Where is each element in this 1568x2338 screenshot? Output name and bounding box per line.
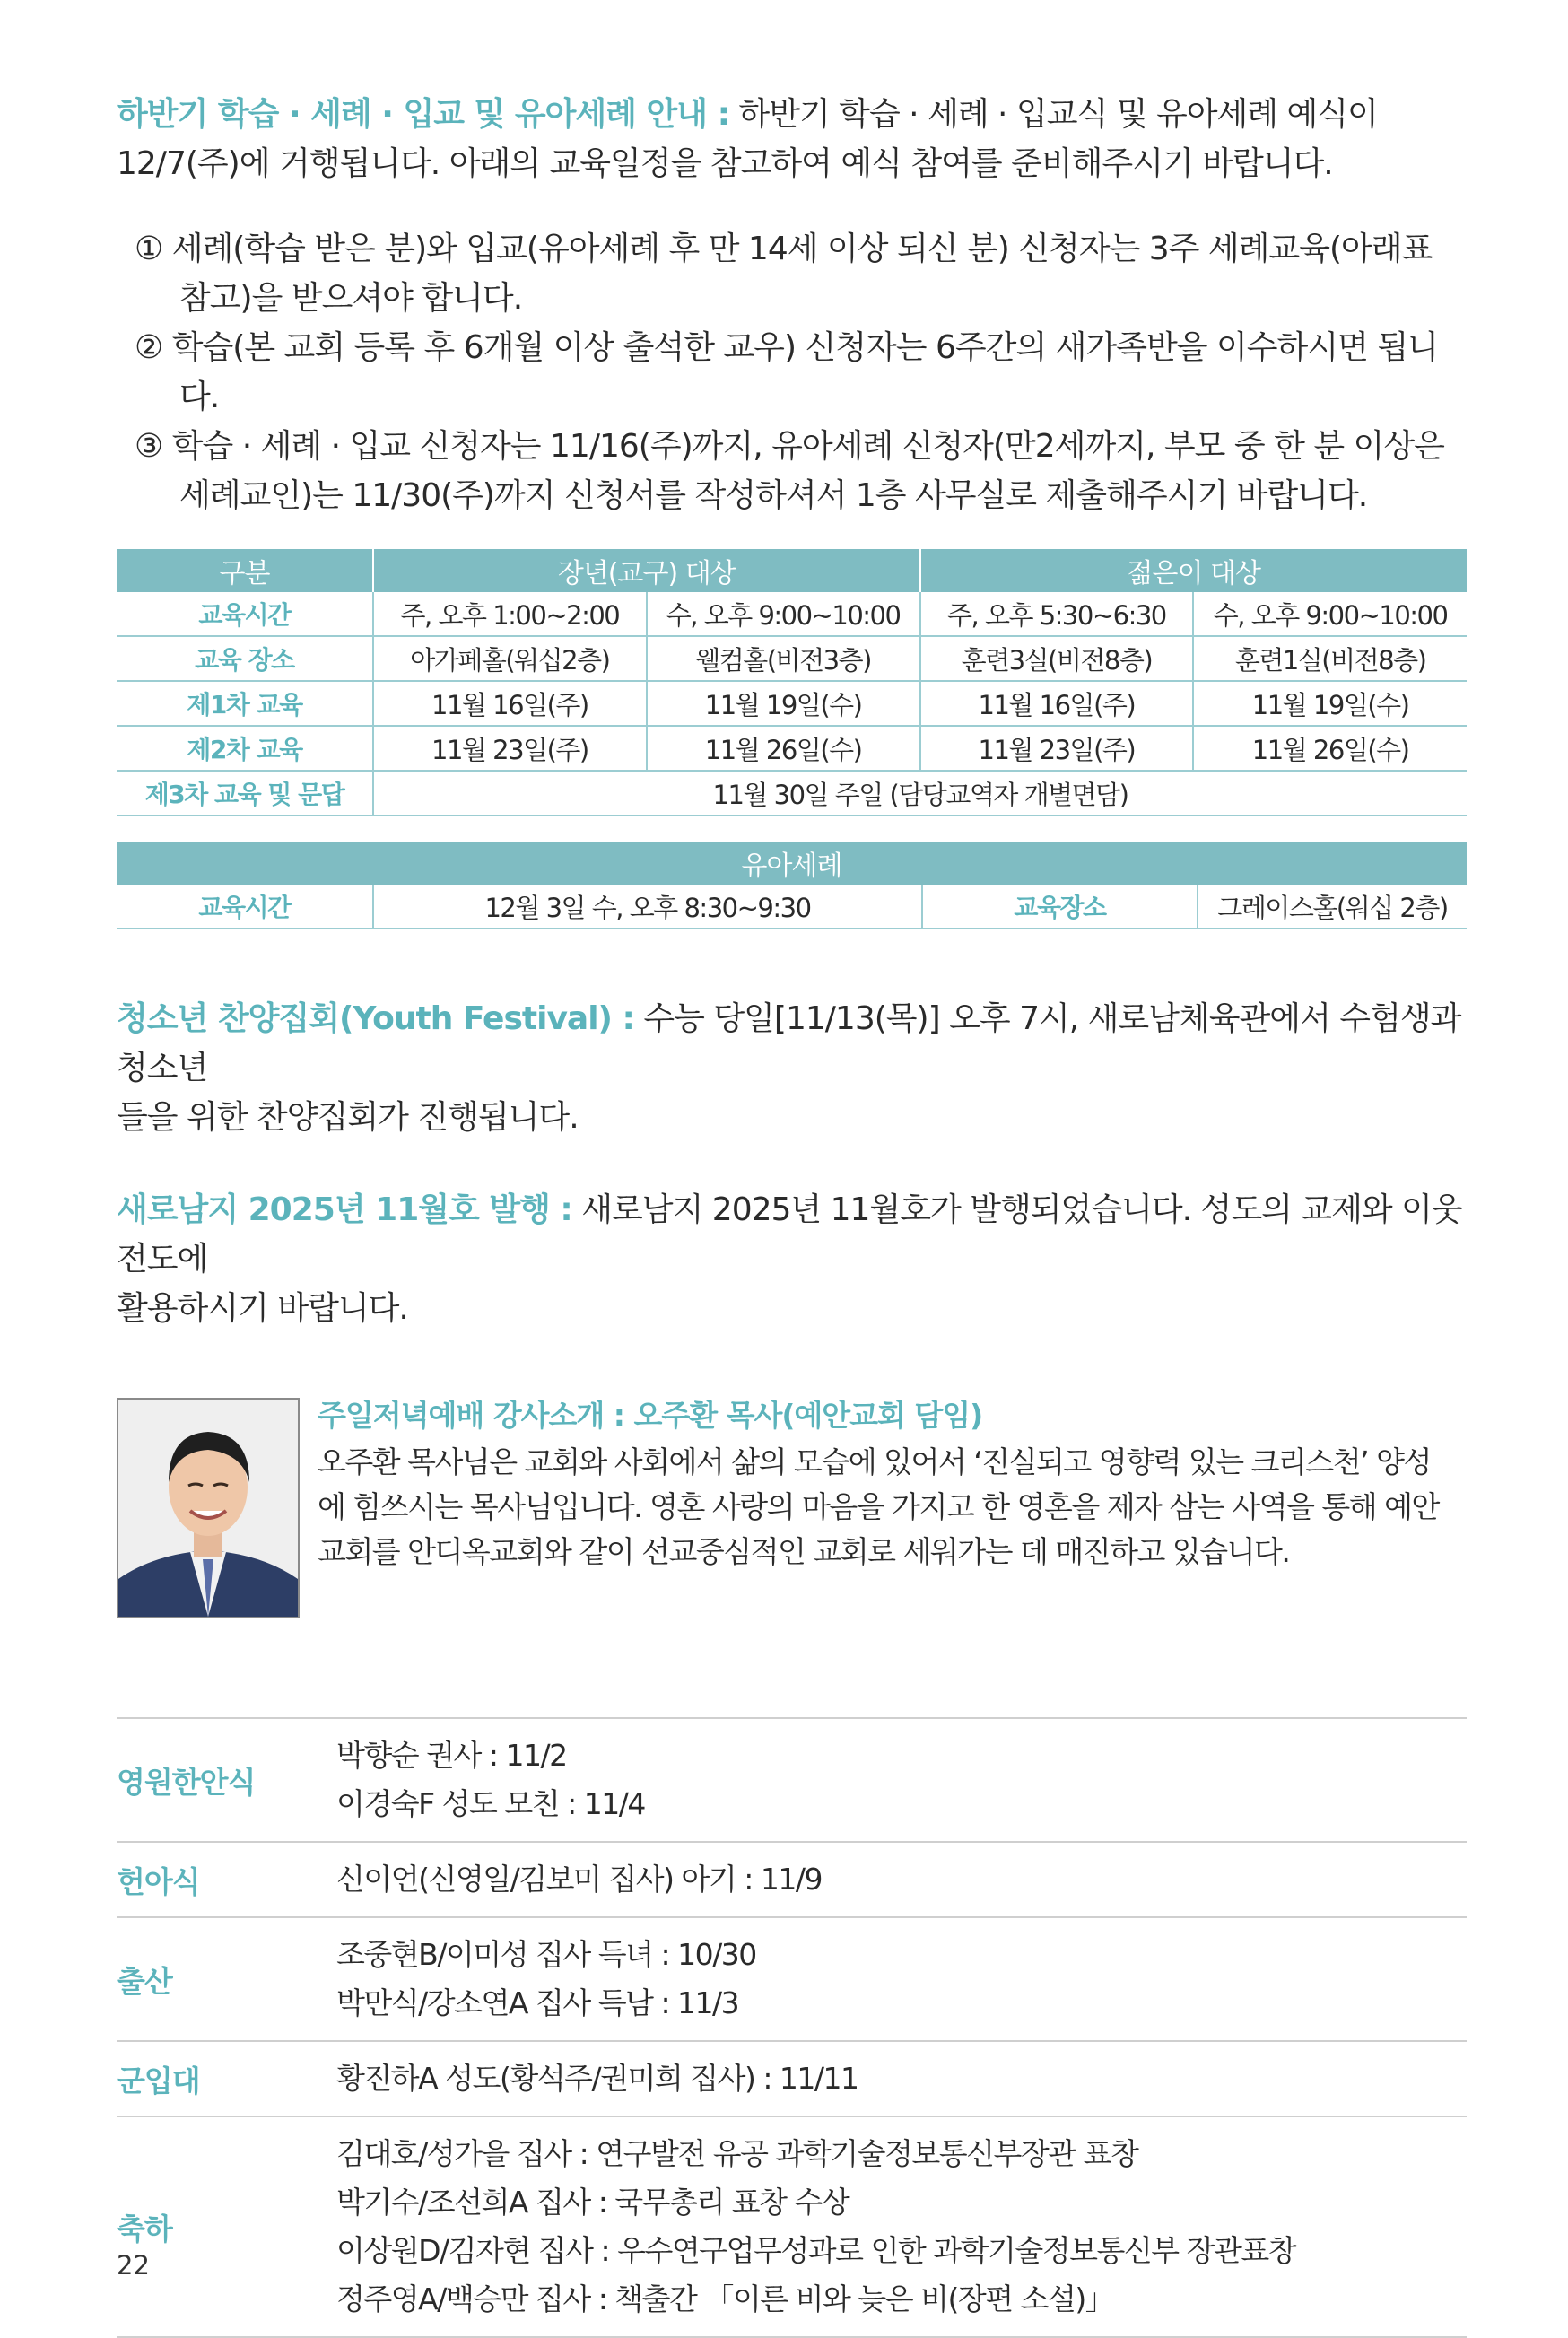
speaker-bio-line: 오주환 목사님은 교회와 사회에서 삶의 모습에 있어서 ‘진실되고 영향력 있는 크리스천’ 양성 <box>318 1444 1431 1479</box>
news-lines <box>336 1855 822 1904</box>
speaker-title: 주일저녁예배 강사소개 : 오주환 목사(예안교회 담임) <box>318 1398 983 1433</box>
speaker-portrait-image <box>118 1400 298 1617</box>
magazine-text-2: 활용하시기 바랍니다. <box>117 1290 408 1327</box>
table-cell: 12월 3일 수, 오후 8:30~9:30 <box>373 885 922 929</box>
announcement-text-1: 하반기 학습 · 세례 · 입교식 및 유아세례 예식이 <box>728 96 1378 133</box>
news-category: 축하 <box>117 2211 172 2246</box>
news-category: 헌아식 <box>117 1863 200 1899</box>
news-category: 출산 <box>117 1963 172 1999</box>
infant-baptism-table <box>117 842 1467 929</box>
news-line: 이경숙F 성도 모친 : 11/4 <box>336 1786 645 1821</box>
table-cell: 11월 23일(주) <box>920 726 1194 771</box>
news-lines <box>336 2054 858 2103</box>
header-category: 구분 <box>117 549 373 592</box>
row-label: 교육시간 <box>117 885 373 929</box>
education-schedule-table <box>117 549 1467 816</box>
row-label: 교육장소 <box>922 885 1198 929</box>
table-cell: 주, 오후 1:00~2:00 <box>373 592 647 636</box>
table-cell: 11월 16일(주) <box>920 681 1194 726</box>
requirement-item: ③ 학습 · 세례 · 입교 신청자는 11/16(주)까지, 유아세례 신청자(만2세까지, 부모 중 한 분 이상은 세례교인)는 11/30(주)까지 신청서를 작성하셔서 1층 사무실로 제출해주시기 바랍니다. <box>135 428 1444 514</box>
table-row <box>117 885 1467 929</box>
news-line: 김대호/성가을 집사 : 연구발전 유공 과학기술정보통신부장관 표창 <box>336 2136 1138 2171</box>
news-line: 박향순 권사 : 11/2 <box>336 1738 567 1773</box>
requirement-item: ① 세례(학습 받은 분)와 입교(유아세례 후 만 14세 이상 되신 분) 신청자는 3주 세례교육(아래표 참고)을 받으셔야 합니다. <box>135 231 1433 317</box>
table-cell: 11월 16일(주) <box>373 681 647 726</box>
news-line: 정주영A/백승만 집사 : 책출간 「이른 비와 늦은 비(장편 소설)」 <box>336 2281 1114 2316</box>
row-label: 교육시간 <box>117 592 373 636</box>
youth-text-2: 들을 위한 찬양집회가 진행됩니다. <box>117 1099 579 1136</box>
youth-festival-notice <box>117 994 1467 1142</box>
page-number: 22 <box>117 2250 150 2281</box>
requirement-item: ② 학습(본 교회 등록 후 6개월 이상 출석한 교우) 신청자는 6주간의 새가족반을 이수하시면 됩니다. <box>135 329 1438 415</box>
news-lines <box>336 1931 756 2028</box>
youth-title: 청소년 찬양집회(Youth Festival) : <box>117 1000 634 1037</box>
announcement-paragraph <box>117 90 1467 188</box>
table-cell: 11월 19일(수) <box>647 681 920 726</box>
speaker-bio-line: 에 힘쓰시는 목사님입니다. 영혼 사랑의 마음을 가지고 한 영혼을 제자 삼는 사역을 통해 예안 <box>318 1489 1439 1524</box>
member-news <box>117 1717 1467 2338</box>
table-row <box>117 726 1467 771</box>
news-category: 영원한안식 <box>117 1764 256 1800</box>
magazine-paragraph <box>117 1185 1467 1333</box>
news-line: 조중현B/이미성 집사 득녀 : 10/30 <box>336 1937 756 1972</box>
announcement-text-2: 12/7(주)에 거행됩니다. 아래의 교육일정을 참고하여 예식 참여를 준비해주시기 바랍니다. <box>117 145 1333 182</box>
news-row <box>117 1843 1467 1918</box>
table-cell: 수, 오후 9:00~10:00 <box>1193 592 1467 636</box>
magazine-title: 새로남지 2025년 11월호 발행 : <box>117 1191 572 1228</box>
magazine-text-1: 새로남지 2025년 11월호가 발행되었습니다. 성도의 교제와 이웃 전도에 <box>117 1191 1462 1278</box>
youth-text-1: 수능 당일[11/13(목)] 오후 7시, 새로남체육관에서 수험생과 청소년 <box>117 1000 1461 1086</box>
youth-paragraph <box>117 994 1467 1142</box>
row-label: 교육 장소 <box>117 636 373 681</box>
table-cell: 훈련1실(비전8층) <box>1193 636 1467 681</box>
row-label: 제3차 교육 및 문답 <box>117 771 373 816</box>
header-infant-baptism: 유아세례 <box>117 842 1467 885</box>
announcement-title: 하반기 학습 · 세례 · 입교 및 유아세례 안내 : <box>117 96 729 133</box>
news-line: 박기수/조선희A 집사 : 국무총리 표창 수상 <box>336 2185 849 2220</box>
news-row <box>117 2117 1467 2338</box>
speaker-introduction <box>117 1398 1467 1618</box>
table-row <box>117 592 1467 636</box>
news-row <box>117 2042 1467 2117</box>
magazine-notice <box>117 1185 1467 1333</box>
table-row <box>117 771 1467 816</box>
speaker-text <box>318 1391 1439 1618</box>
table-row <box>117 681 1467 726</box>
table-row <box>117 636 1467 681</box>
table-cell: 11월 26일(수) <box>647 726 920 771</box>
news-line: 황진하A 성도(황석주/권미희 집사) : 11/11 <box>336 2061 858 2096</box>
header-adults: 장년(교구) 대상 <box>373 549 920 592</box>
row-label: 제2차 교육 <box>117 726 373 771</box>
bulletin-page <box>117 90 1467 2338</box>
header-young-adults: 젊은이 대상 <box>920 549 1468 592</box>
table-cell: 11월 26일(수) <box>1193 726 1467 771</box>
table-cell: 11월 19일(수) <box>1193 681 1467 726</box>
news-lines <box>336 2130 1295 2324</box>
speaker-bio-line: 교회를 안디옥교회와 같이 선교중심적인 교회로 세워가는 데 매진하고 있습니다. <box>318 1534 1290 1569</box>
news-lines <box>336 1732 645 1828</box>
news-line: 박만식/강소연A 집사 득남 : 11/3 <box>336 1985 739 2020</box>
table-cell: 그레이스홀(워십 2층) <box>1198 885 1467 929</box>
table-cell: 훈련3실(비전8층) <box>920 636 1194 681</box>
speaker-photo <box>117 1398 300 1618</box>
table-cell: 11월 23일(주) <box>373 726 647 771</box>
news-line: 이상원D/김자현 집사 : 우수연구업무성과로 인한 과학기술정보통신부 장관표창 <box>336 2233 1296 2268</box>
baptism-announcement <box>117 90 1467 520</box>
news-row <box>117 1918 1467 2042</box>
news-category: 군입대 <box>117 2063 200 2098</box>
requirement-list <box>117 224 1467 520</box>
news-row <box>117 1719 1467 1843</box>
table-cell: 수, 오후 9:00~10:00 <box>647 592 920 636</box>
news-line: 신이언(신영일/김보미 집사) 아기 : 11/9 <box>336 1862 822 1897</box>
table-cell: 아가페홀(워십2층) <box>373 636 647 681</box>
table-cell: 주, 오후 5:30~6:30 <box>920 592 1194 636</box>
table-cell: 11월 30일 주일 (담당교역자 개별면담) <box>373 771 1467 816</box>
table-cell: 웰컴홀(비전3층) <box>647 636 920 681</box>
row-label: 제1차 교육 <box>117 681 373 726</box>
